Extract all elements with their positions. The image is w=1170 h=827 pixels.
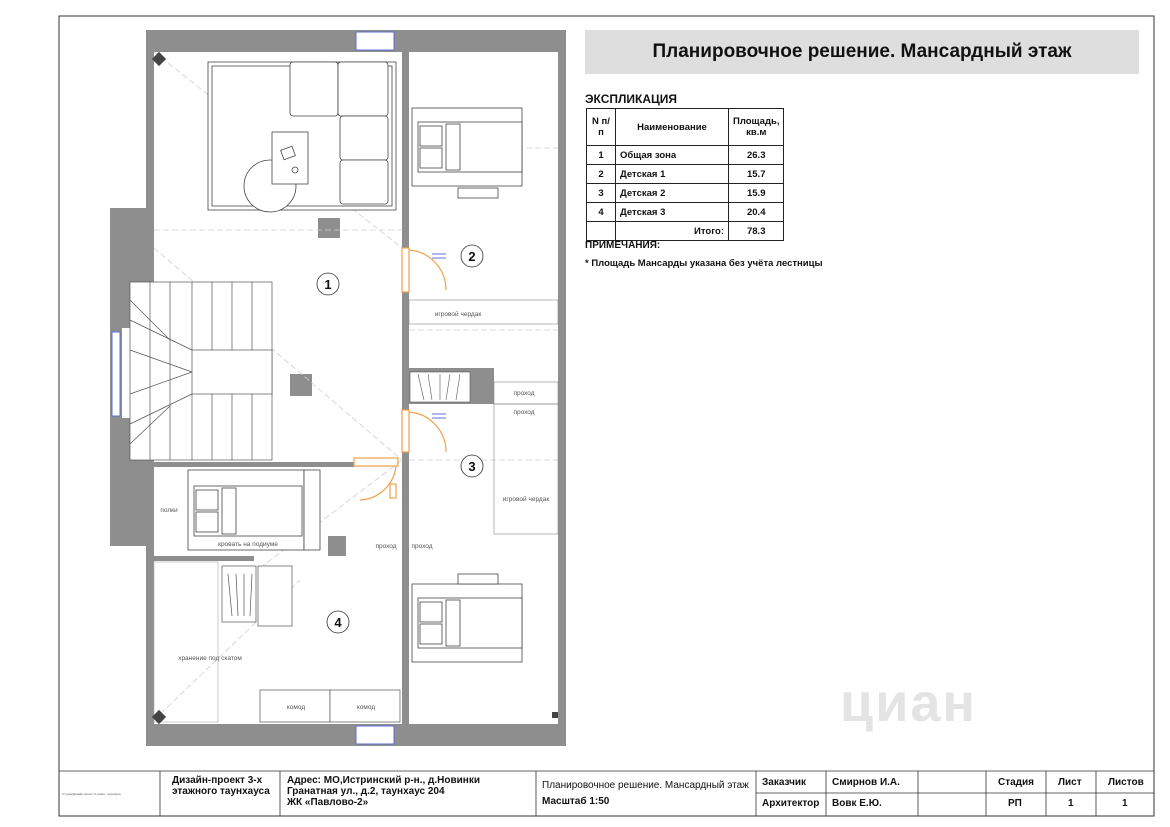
customer-label: Заказчик	[762, 777, 807, 788]
sheet-label: Лист	[1058, 777, 1082, 788]
label-passage: проход	[411, 543, 433, 550]
col-number: N п/п	[587, 109, 616, 146]
explication-table	[586, 108, 784, 241]
sheet-title: Планировочное решение. Мансардный этаж	[542, 780, 749, 791]
room-number: 1	[324, 277, 332, 292]
living-furniture	[208, 62, 396, 212]
podium-bed	[188, 470, 320, 550]
notes-title: ПРИМЕЧАНИЯ:	[585, 240, 661, 251]
row-number: 4	[587, 203, 616, 222]
total-value: 78.3	[729, 222, 784, 241]
row-number: 1	[587, 146, 616, 165]
label-dresser: комод	[286, 704, 306, 711]
row-name: Детская 1	[616, 165, 729, 184]
sheet-value: 1	[1068, 798, 1074, 809]
col-name: Наименование	[616, 109, 729, 146]
page-title: Планировочное решение. Мансардный этаж	[585, 30, 1139, 74]
stage-value: РП	[1008, 798, 1022, 809]
sheets-value: 1	[1122, 798, 1128, 809]
address-line-3: ЖК «Павлово-2»	[287, 797, 369, 808]
row-area: 20.4	[729, 203, 784, 222]
title-block-caption: Студия/Дизайн-проект-3-этажн. таунхауса	[62, 792, 121, 796]
label-shelves: полки	[160, 507, 178, 514]
room-number: 3	[468, 459, 476, 474]
sheets-label: Листов	[1108, 777, 1144, 788]
table-row	[587, 146, 784, 165]
table-row	[587, 165, 784, 184]
row-area: 26.3	[729, 146, 784, 165]
col-area: Площадь, кв.м	[729, 109, 784, 146]
architect-label: Архитектор	[762, 798, 820, 809]
row-number: 3	[587, 184, 616, 203]
row-area: 15.7	[729, 165, 784, 184]
label-storage: хранение под скатом	[178, 655, 242, 662]
address-line-2: Гранатная ул., д.2, таунхаус 204	[287, 786, 445, 797]
explication-title: ЭКСПЛИКАЦИЯ	[585, 92, 678, 106]
scale: Масштаб 1:50	[542, 796, 610, 807]
row-name: Детская 3	[616, 203, 729, 222]
label-play-attic: игровой чердак	[502, 496, 550, 503]
architect-name: Вовк Е.Ю.	[832, 798, 882, 809]
bed-room-2	[412, 108, 522, 198]
table-total-row	[587, 222, 784, 241]
label-podium-bed: кровать на подиуме	[218, 541, 278, 548]
room-number: 2	[468, 249, 476, 264]
table-row	[587, 203, 784, 222]
notes-text: * Площадь Мансарды указана без учёта лестницы	[585, 258, 823, 269]
label-passage: проход	[513, 390, 535, 397]
row-name: Общая зона	[616, 146, 729, 165]
bed-room-3	[412, 574, 522, 662]
label-passage: проход	[375, 543, 397, 550]
room-number: 4	[334, 615, 342, 630]
row-name: Детская 2	[616, 184, 729, 203]
label-passage: проход	[513, 409, 535, 416]
row-number: 2	[587, 165, 616, 184]
address-line-1: Адрес: МО,Истринский р-н., д.Новинки	[287, 775, 481, 786]
table-row	[587, 184, 784, 203]
total-label: Итого:	[616, 222, 729, 241]
label-dresser: комод	[356, 704, 376, 711]
label-play-attic: игровой чердак	[434, 311, 482, 318]
row-area: 15.9	[729, 184, 784, 203]
customer-name: Смирнов И.А.	[832, 777, 900, 788]
project-name: Дизайн-проект 3-х этажного таунхауса	[172, 775, 270, 797]
stage-label: Стадия	[998, 777, 1035, 788]
watermark: циан	[840, 673, 978, 733]
dressers	[260, 690, 400, 722]
staircase	[130, 282, 272, 460]
